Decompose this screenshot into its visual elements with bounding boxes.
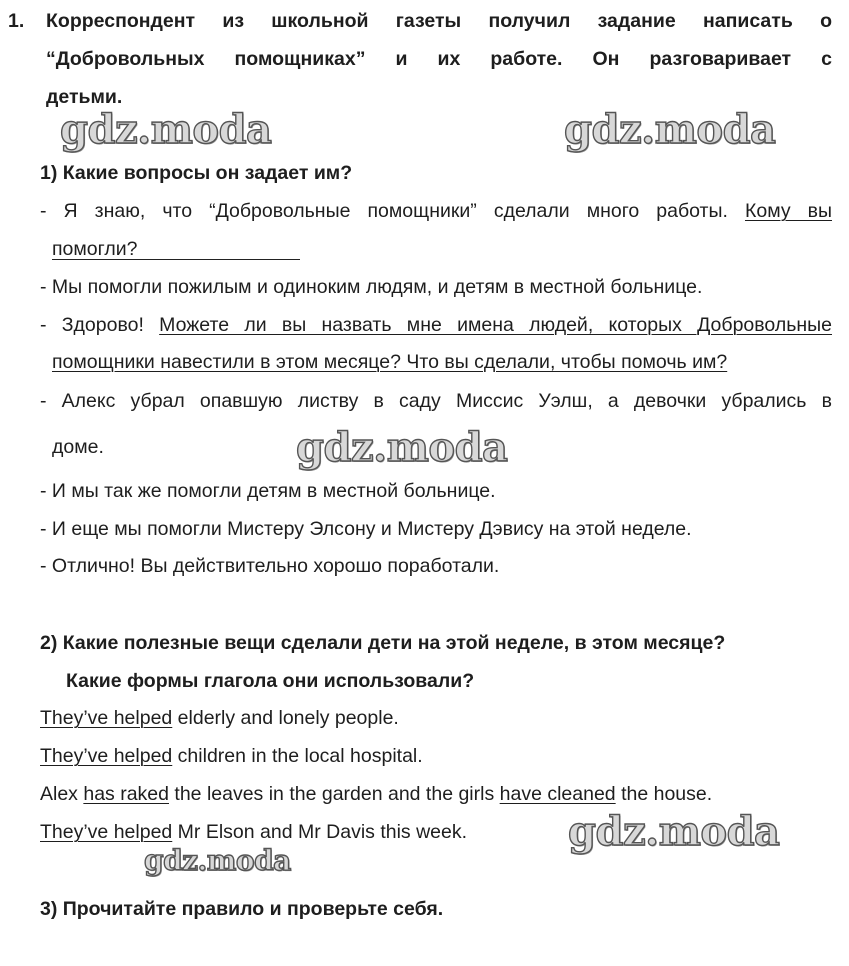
dialogue-text: - Здорово! bbox=[40, 314, 160, 336]
task-intro-line-1: Корреспондент из школьной газеты получил задание написать о bbox=[46, 10, 832, 32]
dialogue-line-6: - Алекс убрал опавшую листву в саду Миссис Уэлш, а девочки убрались в bbox=[40, 390, 832, 412]
part3-heading: 3) Прочитайте правило и проверьте себя. bbox=[40, 898, 444, 920]
watermark-logo: gdz.moda bbox=[144, 844, 291, 877]
answer-sentence-4 bbox=[40, 819, 467, 845]
answer-sentence-2 bbox=[40, 743, 423, 769]
answer-underlined: помогли? bbox=[52, 238, 138, 260]
task-number: 1. bbox=[8, 10, 25, 32]
dialogue-line-7: доме. bbox=[52, 436, 104, 458]
verb-form-underlined: They’ve helped bbox=[40, 821, 173, 843]
part2-heading-line-1: 2) Какие полезные вещи сделали дети на этой неделе, в этом месяце? bbox=[40, 632, 726, 654]
dialogue-line-3: - Мы помогли пожилым и одиноким людям, и детям в местной больнице. bbox=[40, 276, 703, 298]
watermark-logo: gdz.moda bbox=[296, 424, 508, 471]
sentence-text: the leaves in the garden and the girls bbox=[169, 783, 500, 805]
answer-underlined: Кому вы bbox=[744, 200, 832, 222]
part2-heading-line-2: Какие формы глагола они использовали? bbox=[66, 670, 475, 692]
watermark-logo: gdz.moda bbox=[564, 106, 776, 153]
sentence-text: elderly and lonely people. bbox=[172, 707, 399, 729]
answer-underlined: Можете ли вы назвать мне имена людей, которых Добровольные bbox=[159, 314, 832, 336]
dialogue-line-4 bbox=[40, 312, 832, 338]
dialogue-line-8: - И мы так же помогли детям в местной больнице. bbox=[40, 480, 496, 502]
task-intro-line-3: детьми. bbox=[46, 86, 123, 108]
verb-form-underlined: They’ve helped bbox=[40, 745, 173, 767]
part1-heading: 1) Какие вопросы он задает им? bbox=[40, 162, 353, 184]
sentence-text: the house. bbox=[615, 783, 713, 805]
verb-form-underlined: has raked bbox=[83, 783, 169, 805]
answer-blank-line bbox=[52, 259, 300, 260]
dialogue-line-10: - Отлично! Вы действительно хорошо поработали. bbox=[40, 555, 500, 577]
dialogue-line-9: - И еще мы помогли Мистеру Элсону и Мистеру Дэвису на этой неделе. bbox=[40, 518, 692, 540]
sentence-text: Mr Elson and Mr Davis this week. bbox=[172, 821, 468, 843]
sentence-text: Alex bbox=[40, 783, 84, 805]
dialogue-line-1 bbox=[40, 198, 832, 224]
answer-underlined: помощники навестили в этом месяце? Что вы сделали, чтобы помочь им? bbox=[52, 351, 728, 373]
watermark-logo: gdz.moda bbox=[60, 106, 272, 153]
verb-form-underlined: have cleaned bbox=[499, 783, 616, 805]
watermark-logo: gdz.moda bbox=[568, 808, 780, 855]
dialogue-text: - Я знаю, что “Добровольные помощники” сделали много работы. bbox=[40, 200, 745, 222]
dialogue-line-5 bbox=[52, 349, 727, 375]
task-intro-line-2: “Добровольных помощниках” и их работе. Он разговаривает с bbox=[46, 48, 832, 70]
sentence-text: children in the local hospital. bbox=[172, 745, 423, 767]
answer-sentence-1 bbox=[40, 705, 399, 731]
answer-sentence-3 bbox=[40, 781, 712, 807]
verb-form-underlined: They’ve helped bbox=[40, 707, 173, 729]
